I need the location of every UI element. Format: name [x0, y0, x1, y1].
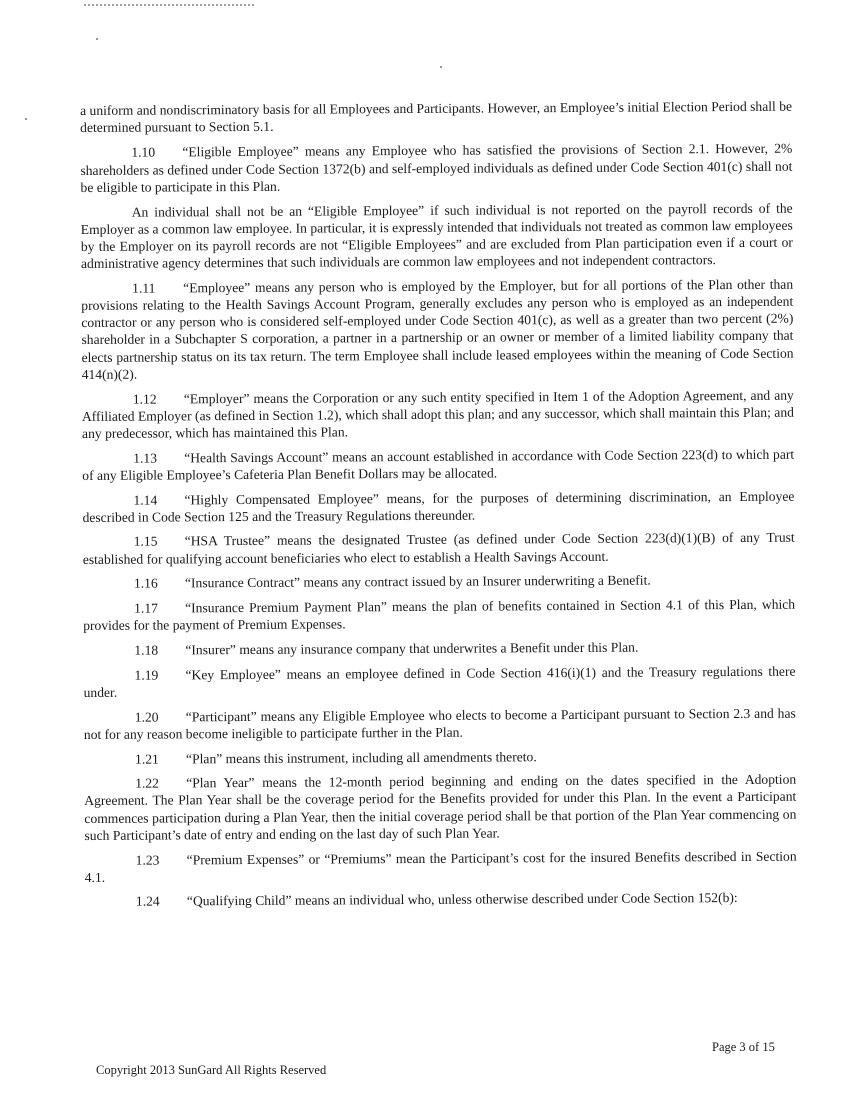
document-body [80, 98, 797, 918]
section-number: 1.14 [133, 492, 158, 508]
section-text: “Plan” means this instrument, including all amendments thereto. [185, 748, 537, 766]
paragraph-continuation [80, 98, 792, 137]
section-number: 1.15 [133, 534, 158, 550]
section-1-23 [85, 847, 797, 886]
section-1-15 [83, 529, 795, 568]
section-1-14 [82, 487, 794, 526]
section-1-10 [80, 140, 792, 196]
paragraph-text: An individual shall not be an “Eligible Employee” if such individual is not reported on the payroll records of the Employer as a common law employee. In particular, it is expressly intended that individuals not treated as common law employees by the Employer on its payroll records are not “Eligible Employees” and are excluded from Plan participation even if a court or administrative agency determines that such individuals are common law employees and not independent contractors. [80, 200, 793, 272]
section-number: 1.22 [135, 775, 160, 791]
section-text: “Participant” means any Eligible Employee who elects to become a Participant pursuant to Section 2.3 and has not for any reason become ineligible to participate further in the Plan. [83, 705, 796, 742]
section-number: 1.16 [133, 575, 158, 592]
section-text: “Insurance Contract” means any contract issued by an Insurer underwriting a Benefit. [184, 572, 651, 591]
scan-speck [25, 118, 27, 120]
section-number: 1.23 [135, 852, 160, 868]
section-number: 1.11 [132, 280, 156, 296]
copyright-notice: Copyright 2013 SunGard All Rights Reserved [96, 1063, 327, 1077]
section-1-18 [83, 638, 795, 660]
section-text: “Health Savings Account” means an account established in accordance with Code Section 223(d) to which part of any Eligible Employee’s Cafeteria Plan Benefit Dollars may be allocated. [82, 446, 795, 483]
section-1-11 [81, 275, 794, 383]
section-number: 1.21 [134, 751, 159, 767]
section-1-13 [82, 445, 794, 484]
section-1-22 [84, 771, 796, 844]
paragraph-text: a uniform and nondiscriminatory basis for all Employees and Participants. However, an Employee’s initial Election Period shall be determined pursuant to Section 5.1. [80, 98, 793, 136]
section-number: 1.13 [133, 450, 158, 466]
section-number: 1.20 [134, 709, 159, 725]
section-number: 1.24 [135, 893, 160, 910]
section-text: “Employer” means the Corporation or any such entity specified in Item 1 of the Adoption Agreement, and any Affiliated Employer (as defined in Section 1.2), which shall adopt this plan; and any successor, which shall maintain this Plan; and any predecessor, which has maintained this Plan. [81, 387, 794, 441]
page-number: Page 3 of 15 [712, 1040, 775, 1054]
section-1-16 [83, 571, 795, 593]
cut-off-header-remnant [84, 0, 254, 6]
section-number: 1.17 [134, 600, 158, 616]
section-1-20 [84, 704, 796, 743]
section-text: “Insurance Premium Payment Plan” means the plan of benefits contained in Section 4.1 of this Plan, which provides for the payment of Premium Expenses. [83, 596, 796, 634]
scan-speck [440, 66, 442, 68]
section-number: 1.10 [131, 144, 156, 161]
paragraph-eligible-exclusion [81, 199, 793, 272]
section-1-24 [85, 889, 797, 911]
section-1-17 [83, 596, 795, 635]
section-text: “Premium Expenses” or “Premiums” mean the Participant’s cost for the insured Benefits described in Section 4.1. [84, 848, 797, 885]
section-text: “Employee” means any person who is employed by the Employer, but for all portions of the Plan other than provisions relating to the Health Savings Account Program, generally excludes any person who is employed as an independent contractor or any person who is considered self-employed under Code Section 401(c), as well as a greater than two percent (2%) shareholder in a Subchapter S corporation, a partner in a partnership or an owner or member of a limited liability company that elects partnership status on its tax return. The term Employee shall include leased employees within the meaning of Code Section 414(n)(2). [81, 276, 794, 382]
section-number: 1.18 [134, 642, 159, 658]
section-1-21 [84, 746, 796, 768]
section-text: “Insurer” means any insurance company that underwrites a Benefit under this Plan. [185, 639, 639, 658]
section-1-12 [82, 386, 794, 442]
section-text: “Plan Year” means the 12-month period beginning and ending on the dates specified in the Adoption Agreement. The Plan Year shall be the coverage period for the Benefits provided for under this Plan. In the event a Participant commences participation during a Plan Year, then the initial coverage period shall be that portion of the Plan Year commencing on such Participant’s date of entry and ending on the last day of such Plan Year. [84, 771, 797, 843]
section-text: “Qualifying Child” means an individual who, unless otherwise described under Code Section 152(b): [186, 890, 738, 909]
section-text: “Key Employee” means an employee defined in Code Section 416(i)(1) and the Treasury regulations there under. [83, 663, 796, 700]
section-1-19 [83, 662, 795, 701]
scan-speck [96, 38, 98, 40]
section-number: 1.12 [132, 391, 157, 407]
section-text: “HSA Trustee” means the designated Trustee (as defined under Code Section 223(d)(1)(B) of any Trust established for qualifying account beneficiaries who elect to establish a Health Savings Account. [82, 530, 795, 567]
section-text: “Highly Compensated Employee” means, for the purposes of determining discrimination, an Employee described in Code Section 125 and the Treasury Regulations thereunder. [82, 488, 795, 525]
section-text: “Eligible Employee” means any Employee who has satisfied the provisions of Section 2.1. However, 2% shareholders as defined under Code Section 1372(b) and self-employed individuals as defined under Code Section 401(c) shall not be eligible to participate in this Plan. [80, 141, 793, 195]
section-number: 1.19 [134, 667, 159, 683]
